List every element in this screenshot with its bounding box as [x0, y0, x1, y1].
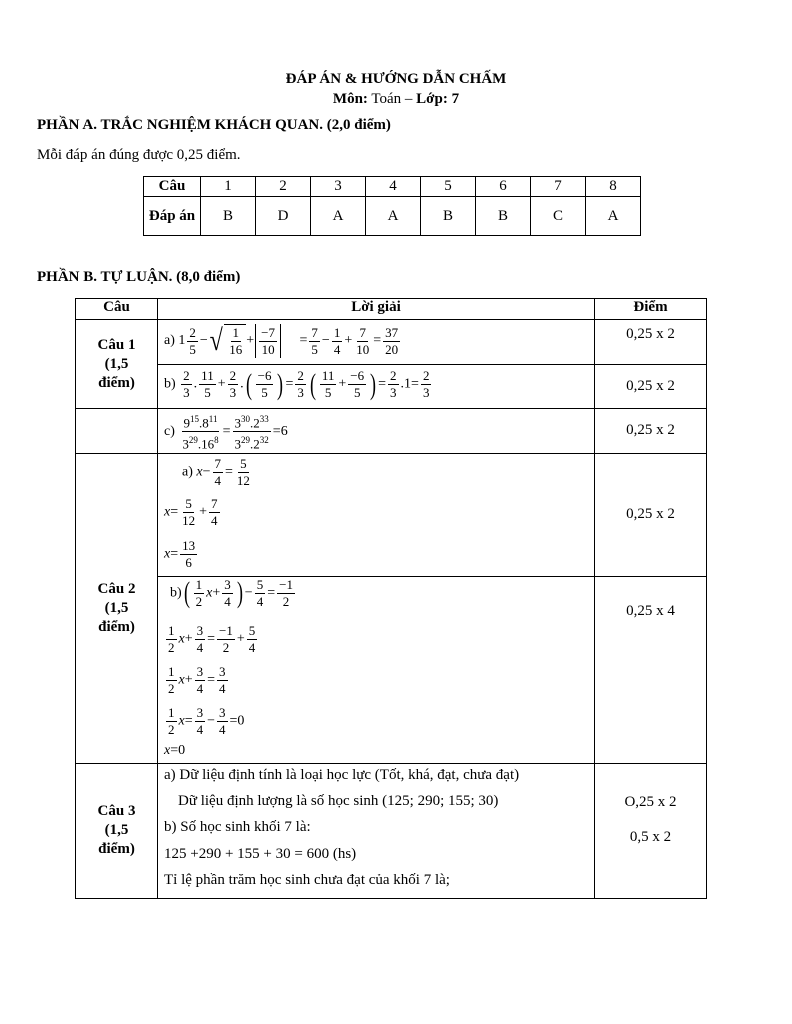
- answer-value: B: [201, 197, 256, 236]
- q3-row: [76, 763, 707, 898]
- question-number: 4: [366, 177, 421, 197]
- part-a-note: Mỗi đáp án đúng được 0,25 điểm.: [37, 147, 241, 163]
- question-number: 8: [586, 177, 641, 197]
- question-number: 5: [421, 177, 476, 197]
- q3-line: a) Dữ liệu định tính là loại học lực (Tốt, khá, đạt, chưa đạt): [164, 766, 520, 783]
- q3-line: b) Số học sinh khối 7 là:: [164, 818, 311, 835]
- question-number: 6: [476, 177, 531, 197]
- q2-label: Câu 2 (1,5 điểm): [76, 453, 158, 763]
- question-number: 2: [256, 177, 311, 197]
- q1c-score: 0,25 x 2: [595, 409, 707, 454]
- q2b-solution: [158, 576, 595, 763]
- answer-value: B: [476, 197, 531, 236]
- q1b-row: [76, 365, 707, 409]
- q3b-score: 0,5 x 2: [629, 828, 672, 845]
- header-solution: Lời giải: [158, 299, 595, 320]
- q2b-score: 0,25 x 4: [595, 576, 707, 763]
- q1a-solution: [158, 320, 595, 365]
- grade-label: Lớp:: [416, 91, 448, 107]
- answer-value: B: [421, 197, 476, 236]
- answer-value: C: [531, 197, 586, 236]
- q3-line: Dữ liệu định lượng là số học sinh (125; 290; 155; 30): [178, 792, 499, 809]
- q2b-row: [76, 576, 707, 763]
- q1a-row: [76, 320, 707, 365]
- q1-label: Câu 1 (1,5 điểm): [76, 320, 158, 409]
- answer-table-row-questions: [144, 177, 641, 197]
- q1c-label-empty: [76, 409, 158, 454]
- question-number: 3: [311, 177, 366, 197]
- part-b-heading: PHẦN B. TỰ LUẬN. (8,0 điểm): [37, 269, 241, 285]
- answer-value: A: [366, 197, 421, 236]
- subject-line: [0, 91, 792, 108]
- question-number: 1: [201, 177, 256, 197]
- q2b-math: b)( $\frac{1}{2}$ x+ $\frac{3}{4}$ ) − $\frac{5}{4}$ = $\frac{-1}{2}$ $\frac{1}{2}$ x+ $\frac{3}{4}$ = $\frac{-1}{2}$ + $\frac{5}{4}$ $\frac{1}{2}$ x+ $\frac{3}{4}$ = $\frac{3}{4}$ $\frac{1}{2}$ x= $\frac{3}{4}$ − $\frac{3}{4}$ =0 x=0: [164, 576, 293, 758]
- solution-table: [75, 298, 707, 899]
- answer-value: A: [311, 197, 366, 236]
- q2a-row: [76, 453, 707, 576]
- q1b-solution: [158, 365, 595, 409]
- subject-dash: –: [404, 91, 413, 107]
- q3-label: Câu 3 (1,5 điểm): [76, 763, 158, 898]
- q1c-solution: [158, 409, 595, 454]
- grade-value: 7: [451, 91, 460, 107]
- answer-value: D: [256, 197, 311, 236]
- q2a-solution: [158, 453, 595, 576]
- q1c-math: c) $\frac{9^{15}.8^{11}}{3^{29}.16^8}$ = $\frac{3^{30}.2^{33}}{3^{29}.2^{32}}$ =6: [158, 409, 594, 453]
- q1b-math: b) $\frac{2}{3}$ . $\frac{11}{5}$ + $\frac{2}{3}$ .( $\frac{-6}{5}$ ) = $\frac{2}{3}$ ( $\frac{11}{5}$ + $\frac{-6}{5}$ ) = $\frac{2}{3}$ .1= $\frac{2}{3}$: [164, 367, 430, 401]
- answer-table-header-question: Câu: [144, 177, 201, 197]
- document-title: ĐÁP ÁN & HƯỚNG DẪN CHẤM: [285, 71, 507, 87]
- question-number: 7: [531, 177, 586, 197]
- answer-table: [143, 176, 641, 236]
- q3a-score: O,25 x 2: [624, 793, 677, 810]
- q1a-score: 0,25 x 2: [595, 320, 707, 365]
- subject-label: Môn:: [332, 91, 368, 107]
- subject-value: Toán: [371, 91, 402, 107]
- q3-line: Tỉ lệ phần trăm học sinh chưa đạt của khối 7 là;: [164, 871, 450, 888]
- q3-line: 125 +290 + 155 + 30 = 600 (hs): [164, 845, 357, 862]
- q3-score-cell: [595, 763, 707, 898]
- q2a-score: 0,25 x 2: [595, 453, 707, 576]
- part-a-heading: PHẦN A. TRẮC NGHIỆM KHÁCH QUAN. (2,0 điểm): [37, 117, 391, 133]
- header-score: Điểm: [595, 299, 707, 320]
- answer-table-header-answer: Đáp án: [144, 197, 201, 236]
- answer-value: A: [586, 197, 641, 236]
- solution-table-header: [76, 299, 707, 320]
- header-question: Câu: [76, 299, 158, 320]
- q2a-math: a) x− $\frac{7}{4}$ = $\frac{5}{12}$ x= $\frac{5}{12}$ + $\frac{7}{4}$ x= $\frac{13}{6}$: [164, 455, 250, 570]
- q3-text: [158, 764, 594, 898]
- q1b-score: 0,25 x 2: [595, 365, 707, 409]
- q1a-math: a) 1 $\frac{2}{5}$ − √ $\frac{1}{16}$ + −7 10 = $\frac{7}{5}$ − $\frac{1}{4}$ + $\frac{7}{10}$ = $\frac{37}{20}$: [164, 324, 399, 357]
- q3-solution: [158, 763, 595, 898]
- q1c-row: [76, 409, 707, 454]
- answer-table-row-answers: [144, 197, 641, 236]
